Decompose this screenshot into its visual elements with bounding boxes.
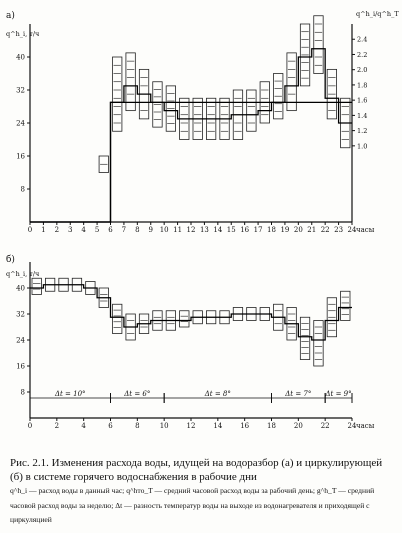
series-line-0 <box>30 49 352 222</box>
figure-caption <box>10 456 394 528</box>
y2-tick-label: 1.0 <box>357 142 368 151</box>
series-line-1 <box>30 102 352 222</box>
value-band <box>300 317 309 359</box>
caption-main: Рис. 2.1. Изменения расхода воды, идущей на водоразбор (а) и циркулирующей (б) в системе горячего водоснабжения в рабочие дни <box>10 457 383 483</box>
x-tick-label: 1 <box>41 226 46 234</box>
x-tick-label: 23 <box>334 226 344 234</box>
x-tick-label: 24 <box>347 422 357 430</box>
x-tick-label: 6 <box>108 422 113 430</box>
x-tick-label: 16 <box>240 226 250 234</box>
x-tick-label: 7 <box>121 226 127 234</box>
x-axis-unit: часы <box>356 422 375 430</box>
panel-label: а) <box>6 11 15 21</box>
y2-tick-label: 1.6 <box>357 96 368 105</box>
y2-tick-label: 2.4 <box>357 35 368 44</box>
x-tick-label: 11 <box>173 226 183 234</box>
y2-tick-label: 2.2 <box>357 50 368 59</box>
y2-tick-label: 2.0 <box>357 66 368 75</box>
x-tick-label: 16 <box>240 422 250 430</box>
x-tick-label: 18 <box>267 422 276 430</box>
x-tick-label: 21 <box>307 226 317 234</box>
x-tick-label: 12 <box>186 226 196 234</box>
y-tick-label: 40 <box>16 284 25 293</box>
interval-label: Δt = 7° <box>285 390 312 398</box>
x-tick-label: 19 <box>280 226 290 234</box>
y-axis-label: q^h_i, т/ч <box>6 270 40 278</box>
x-tick-label: 10 <box>159 226 169 234</box>
interval-label: Δt = 9° <box>325 390 352 398</box>
value-band <box>247 90 256 131</box>
value-band <box>314 321 323 367</box>
x-tick-label: 0 <box>27 422 33 430</box>
x-tick-label: 14 <box>213 226 223 234</box>
y-tick-label: 8 <box>20 185 25 194</box>
x-tick-label: 12 <box>186 422 196 430</box>
x-tick-label: 17 <box>253 226 263 234</box>
y-tick-label: 32 <box>16 310 25 319</box>
x-tick-label: 10 <box>159 422 169 430</box>
x-tick-label: 9 <box>148 226 153 234</box>
value-band <box>32 278 41 294</box>
value-band <box>180 311 189 327</box>
y-axis-label: q^h_i, т/ч <box>6 30 40 38</box>
y-tick-label: 8 <box>20 388 25 397</box>
x-tick-label: 0 <box>27 226 33 234</box>
y2-tick-label: 1.2 <box>357 127 368 136</box>
x-tick-label: 20 <box>293 422 303 430</box>
x-tick-label: 8 <box>135 422 140 430</box>
y2-tick-label: 1.8 <box>357 81 368 90</box>
x-tick-label: 6 <box>108 226 113 234</box>
value-band <box>314 16 323 74</box>
caption-legend: q^h_i — расход воды в данный час; q^hто_T — средний часовой расход воды за рабочий день; g^h_T — средний часовой расход воды за неделю; Δt — разность температур воды на выходе из водонагревателя и приходящей с циркуляцией <box>10 486 375 524</box>
y2-tick-label: 1.4 <box>357 111 368 120</box>
series-line-0 <box>30 285 352 340</box>
value-band <box>113 304 122 333</box>
y-tick-label: 40 <box>16 53 25 62</box>
x-tick-label: 4 <box>81 226 86 234</box>
x-tick-label: 22 <box>320 422 330 430</box>
x-tick-label: 3 <box>68 226 73 234</box>
interval-label: Δt = 6° <box>124 390 151 398</box>
y-tick-label: 24 <box>16 119 25 128</box>
y-tick-label: 16 <box>16 152 25 161</box>
x-tick-label: 18 <box>267 226 276 234</box>
x-tick-label: 5 <box>94 226 100 234</box>
x-axis-unit: часы <box>356 226 375 234</box>
x-tick-label: 14 <box>213 422 223 430</box>
panel-label: б) <box>6 255 15 265</box>
y2-axis-label: q^h_i/q^h_T <box>356 10 399 18</box>
x-tick-label: 13 <box>199 226 209 234</box>
interval-label: Δt = 10° <box>54 390 86 398</box>
chart-panel-0 <box>6 10 399 234</box>
y-tick-label: 24 <box>16 336 25 345</box>
x-tick-label: 4 <box>81 422 86 430</box>
y-tick-label: 32 <box>16 86 25 95</box>
x-tick-label: 8 <box>135 226 140 234</box>
x-tick-label: 24 <box>347 226 357 234</box>
x-tick-label: 22 <box>320 226 330 234</box>
x-tick-label: 15 <box>226 226 236 234</box>
x-tick-label: 2 <box>54 226 60 234</box>
y-tick-label: 16 <box>16 362 25 371</box>
value-band <box>113 57 122 131</box>
x-tick-label: 20 <box>293 226 303 234</box>
interval-label: Δt = 8° <box>204 390 231 398</box>
x-tick-label: 2 <box>54 422 60 430</box>
value-band <box>341 291 350 320</box>
chart-panel-1 <box>6 254 375 430</box>
